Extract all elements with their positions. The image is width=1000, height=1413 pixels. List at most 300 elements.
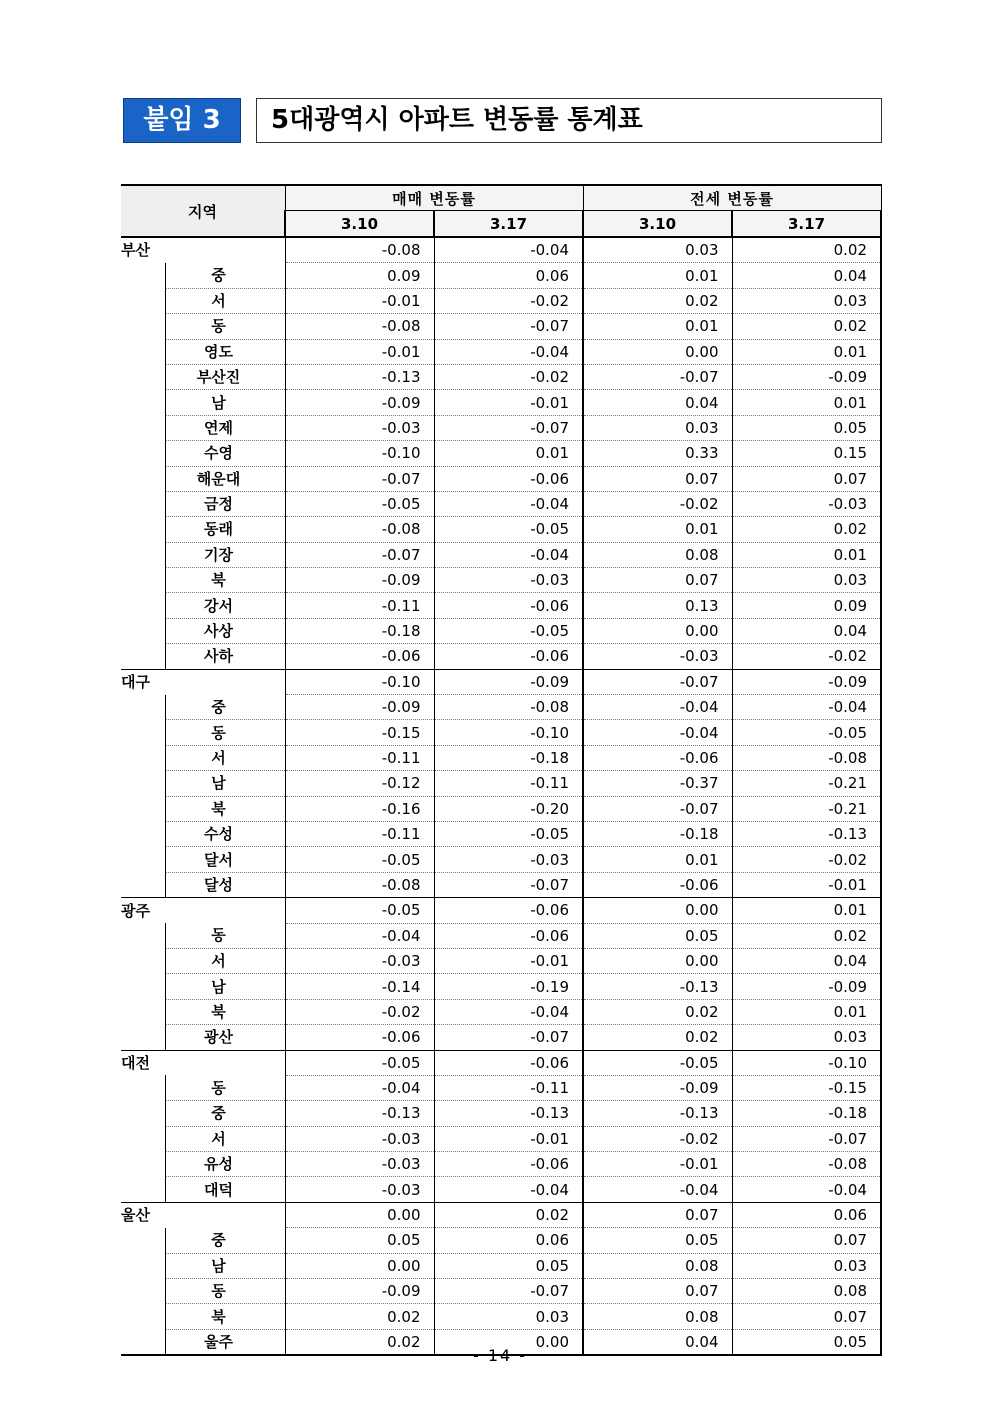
rate-cell: 0.00 — [583, 898, 732, 923]
city-row — [121, 1202, 881, 1227]
rate-cell: -0.04 — [583, 720, 732, 745]
district-name: 수영 — [165, 441, 285, 466]
rate-cell: -0.09 — [732, 364, 881, 389]
city-row — [121, 898, 881, 923]
rate-cell: 0.03 — [732, 1025, 881, 1050]
district-name: 동 — [165, 314, 285, 339]
rate-cell: -0.21 — [732, 771, 881, 796]
district-row — [121, 1025, 881, 1050]
rate-cell: 0.08 — [732, 1279, 881, 1304]
rate-cell: 0.01 — [583, 263, 732, 288]
rate-cell: -0.07 — [434, 1279, 583, 1304]
district-name: 북 — [165, 568, 285, 593]
rate-cell: 0.00 — [583, 948, 732, 973]
sale-rate-group-header: 매매 변동률 — [285, 185, 583, 211]
rate-cell: -0.20 — [434, 796, 583, 821]
indent-cell — [121, 618, 165, 643]
rate-cell: -0.06 — [583, 745, 732, 770]
indent-cell — [121, 923, 165, 948]
district-name: 금정 — [165, 491, 285, 516]
rate-cell: -0.06 — [434, 923, 583, 948]
rate-cell: 0.06 — [434, 1228, 583, 1253]
district-row — [121, 720, 881, 745]
rate-cell: -0.13 — [583, 1101, 732, 1126]
district-name: 사하 — [165, 644, 285, 669]
rate-cell: -0.01 — [434, 1126, 583, 1151]
rate-cell: -0.13 — [583, 974, 732, 999]
rate-cell: -0.12 — [285, 771, 434, 796]
rate-cell: -0.08 — [732, 1152, 881, 1177]
rate-cell: 0.33 — [583, 441, 732, 466]
rate-cell: -0.11 — [434, 1075, 583, 1100]
rate-cell: -0.06 — [434, 593, 583, 618]
rate-cell: -0.08 — [285, 872, 434, 897]
rate-cell: -0.07 — [583, 796, 732, 821]
rate-cell: -0.04 — [732, 1177, 881, 1202]
rate-cell: -0.06 — [434, 898, 583, 923]
rate-cell: -0.18 — [732, 1101, 881, 1126]
rate-cell: -0.14 — [285, 974, 434, 999]
rate-cell: -0.09 — [583, 1075, 732, 1100]
rate-cell: 0.07 — [732, 1228, 881, 1253]
indent-cell — [121, 263, 165, 288]
rate-cell: 0.07 — [732, 1304, 881, 1329]
rate-cell: -0.03 — [434, 847, 583, 872]
rate-cell: 0.03 — [732, 1253, 881, 1278]
rate-cell: 0.01 — [732, 898, 881, 923]
indent-cell — [121, 390, 165, 415]
district-row — [121, 1101, 881, 1126]
rate-cell: -0.06 — [583, 872, 732, 897]
city-name: 울산 — [121, 1202, 285, 1227]
indent-cell — [121, 745, 165, 770]
rate-cell: -0.10 — [285, 669, 434, 694]
rate-cell: -0.01 — [732, 872, 881, 897]
rate-cell: -0.05 — [732, 720, 881, 745]
rate-cell: 0.00 — [285, 1202, 434, 1227]
district-name: 동 — [165, 923, 285, 948]
district-row — [121, 542, 881, 567]
district-row — [121, 1253, 881, 1278]
rate-cell: -0.03 — [732, 491, 881, 516]
rate-cell: -0.19 — [434, 974, 583, 999]
rate-cell: -0.02 — [285, 999, 434, 1024]
rate-cell: -0.07 — [434, 872, 583, 897]
rate-cell: 0.02 — [583, 288, 732, 313]
indent-cell — [121, 847, 165, 872]
district-name: 북 — [165, 1304, 285, 1329]
rate-cell: 0.06 — [732, 1202, 881, 1227]
rate-cell: -0.01 — [583, 1152, 732, 1177]
rate-cell: 0.03 — [434, 1304, 583, 1329]
indent-cell — [121, 1152, 165, 1177]
rate-cell: -0.06 — [434, 1050, 583, 1075]
rate-cell: 0.00 — [434, 1329, 583, 1355]
rate-cell: -0.10 — [434, 720, 583, 745]
rate-cell: -0.10 — [732, 1050, 881, 1075]
indent-cell — [121, 720, 165, 745]
rate-cell: -0.04 — [434, 542, 583, 567]
district-name: 서 — [165, 1126, 285, 1151]
rate-cell: -0.03 — [285, 1126, 434, 1151]
rate-cell: 0.01 — [732, 999, 881, 1024]
district-name: 서 — [165, 288, 285, 313]
district-row — [121, 339, 881, 364]
date-header: 3.10 — [285, 211, 434, 238]
indent-cell — [121, 1304, 165, 1329]
rate-cell: -0.09 — [285, 568, 434, 593]
indent-cell — [121, 491, 165, 516]
rate-cell: 0.01 — [732, 390, 881, 415]
page-title: 5대광역시 아파트 변동률 통계표 — [256, 98, 882, 143]
rate-cell: -0.07 — [732, 1126, 881, 1151]
district-name: 서 — [165, 745, 285, 770]
district-name: 중 — [165, 1228, 285, 1253]
rate-cell: -0.16 — [285, 796, 434, 821]
indent-cell — [121, 948, 165, 973]
indent-cell — [121, 1253, 165, 1278]
district-name: 광산 — [165, 1025, 285, 1050]
rate-cell: 0.04 — [732, 618, 881, 643]
rate-cell: -0.06 — [285, 1025, 434, 1050]
rate-cell: 0.03 — [583, 415, 732, 440]
district-name: 사상 — [165, 618, 285, 643]
district-row — [121, 568, 881, 593]
district-name: 대덕 — [165, 1177, 285, 1202]
district-row — [121, 847, 881, 872]
district-row — [121, 796, 881, 821]
district-name: 중 — [165, 263, 285, 288]
city-row — [121, 1050, 881, 1075]
rate-cell: -0.02 — [732, 847, 881, 872]
rate-cell: 0.04 — [583, 390, 732, 415]
district-row — [121, 771, 881, 796]
rate-cell: -0.03 — [285, 1152, 434, 1177]
district-row — [121, 288, 881, 313]
district-name: 동래 — [165, 517, 285, 542]
rate-cell: -0.15 — [285, 720, 434, 745]
district-name: 남 — [165, 771, 285, 796]
rate-cell: -0.03 — [285, 415, 434, 440]
district-name: 강서 — [165, 593, 285, 618]
rate-cell: 0.09 — [732, 593, 881, 618]
rate-cell: -0.06 — [285, 644, 434, 669]
indent-cell — [121, 1177, 165, 1202]
rate-cell: 0.08 — [583, 1253, 732, 1278]
rate-cell: -0.09 — [732, 974, 881, 999]
rate-cell: -0.03 — [285, 948, 434, 973]
rate-cell: 0.01 — [732, 542, 881, 567]
rate-cell: -0.03 — [434, 568, 583, 593]
rate-cell: 0.04 — [732, 948, 881, 973]
district-name: 남 — [165, 974, 285, 999]
district-name: 서 — [165, 948, 285, 973]
district-row — [121, 1075, 881, 1100]
rate-cell: 0.05 — [732, 1329, 881, 1355]
rate-cell: -0.07 — [434, 1025, 583, 1050]
city-name: 대전 — [121, 1050, 285, 1075]
district-name: 북 — [165, 796, 285, 821]
district-name: 동 — [165, 720, 285, 745]
rate-cell: 0.05 — [285, 1228, 434, 1253]
district-name: 해운대 — [165, 466, 285, 491]
rate-cell: -0.08 — [285, 237, 434, 263]
date-header: 3.17 — [732, 211, 881, 238]
district-row — [121, 923, 881, 948]
rate-cell: 0.06 — [434, 263, 583, 288]
rate-cell: -0.13 — [732, 821, 881, 846]
district-name: 동 — [165, 1279, 285, 1304]
rate-cell: -0.01 — [285, 288, 434, 313]
rate-cell: -0.18 — [285, 618, 434, 643]
rate-cell: -0.18 — [434, 745, 583, 770]
rate-cell: -0.13 — [285, 364, 434, 389]
indent-cell — [121, 415, 165, 440]
rate-cell: -0.06 — [434, 1152, 583, 1177]
district-row — [121, 593, 881, 618]
district-name: 울주 — [165, 1329, 285, 1355]
rate-cell: -0.07 — [285, 466, 434, 491]
city-row — [121, 237, 881, 263]
district-name: 중 — [165, 695, 285, 720]
rate-cell: -0.04 — [285, 923, 434, 948]
rate-cell: 0.02 — [583, 1025, 732, 1050]
district-name: 남 — [165, 1253, 285, 1278]
district-row — [121, 1177, 881, 1202]
rate-cell: 0.02 — [285, 1329, 434, 1355]
district-name: 동 — [165, 1075, 285, 1100]
district-row — [121, 872, 881, 897]
city-row — [121, 669, 881, 694]
district-name: 남 — [165, 390, 285, 415]
city-name: 광주 — [121, 898, 285, 923]
indent-cell — [121, 339, 165, 364]
rate-cell: -0.15 — [732, 1075, 881, 1100]
rate-cell: 0.01 — [434, 441, 583, 466]
district-row — [121, 618, 881, 643]
rate-cell: -0.04 — [434, 339, 583, 364]
indent-cell — [121, 517, 165, 542]
rate-cell: 0.03 — [732, 568, 881, 593]
rate-cell: -0.18 — [583, 821, 732, 846]
rate-cell: -0.05 — [285, 1050, 434, 1075]
rate-cell: 0.00 — [583, 339, 732, 364]
rate-cell: -0.02 — [583, 1126, 732, 1151]
rate-cell: -0.07 — [583, 364, 732, 389]
indent-cell — [121, 568, 165, 593]
rate-cell: 0.15 — [732, 441, 881, 466]
district-row — [121, 999, 881, 1024]
rate-cell: -0.09 — [285, 695, 434, 720]
rate-cell: -0.01 — [434, 948, 583, 973]
rate-cell: 0.04 — [583, 1329, 732, 1355]
rate-cell: -0.04 — [434, 237, 583, 263]
indent-cell — [121, 872, 165, 897]
rate-cell: 0.05 — [583, 1228, 732, 1253]
district-name: 수성 — [165, 821, 285, 846]
rate-cell: 0.00 — [583, 618, 732, 643]
rate-cell: -0.08 — [732, 745, 881, 770]
district-row — [121, 695, 881, 720]
rate-cell: -0.09 — [434, 669, 583, 694]
rate-cell: 0.05 — [434, 1253, 583, 1278]
rate-cell: -0.02 — [434, 364, 583, 389]
indent-cell — [121, 466, 165, 491]
district-name: 달서 — [165, 847, 285, 872]
district-row — [121, 948, 881, 973]
indent-cell — [121, 1075, 165, 1100]
rate-cell: -0.07 — [583, 669, 732, 694]
page-number: - 14 - — [472, 1346, 528, 1365]
rate-cell: 0.05 — [732, 415, 881, 440]
city-name: 대구 — [121, 669, 285, 694]
jeonse-rate-group-header: 전세 변동률 — [583, 185, 881, 211]
date-header: 3.10 — [583, 211, 732, 238]
rate-cell: 0.13 — [583, 593, 732, 618]
rate-cell: -0.37 — [583, 771, 732, 796]
indent-cell — [121, 695, 165, 720]
indent-cell — [121, 441, 165, 466]
rate-cell: -0.21 — [732, 796, 881, 821]
rate-cell: 0.03 — [732, 288, 881, 313]
rate-cell: -0.11 — [434, 771, 583, 796]
rate-cell: 0.01 — [583, 517, 732, 542]
region-header: 지역 — [121, 185, 285, 237]
district-name: 연제 — [165, 415, 285, 440]
district-row — [121, 745, 881, 770]
rate-cell: 0.08 — [583, 542, 732, 567]
indent-cell — [121, 288, 165, 313]
district-name: 달성 — [165, 872, 285, 897]
rate-cell: -0.09 — [285, 390, 434, 415]
indent-cell — [121, 364, 165, 389]
rate-cell: -0.03 — [285, 1177, 434, 1202]
rate-cell: -0.04 — [732, 695, 881, 720]
rate-cell: -0.07 — [285, 542, 434, 567]
rate-cell: 0.02 — [285, 1304, 434, 1329]
rate-cell: 0.04 — [732, 263, 881, 288]
district-row — [121, 644, 881, 669]
district-row — [121, 821, 881, 846]
rate-cell: 0.01 — [583, 314, 732, 339]
indent-cell — [121, 974, 165, 999]
rate-cell: -0.09 — [732, 669, 881, 694]
rate-cell: -0.01 — [285, 339, 434, 364]
rate-cell: -0.06 — [434, 644, 583, 669]
district-name: 기장 — [165, 542, 285, 567]
rate-cell: -0.02 — [434, 288, 583, 313]
district-row — [121, 1152, 881, 1177]
rate-cell: -0.02 — [732, 644, 881, 669]
rate-cell: 0.01 — [732, 339, 881, 364]
rate-cell: -0.05 — [583, 1050, 732, 1075]
district-row — [121, 1279, 881, 1304]
district-row — [121, 466, 881, 491]
city-name: 부산 — [121, 237, 285, 263]
district-row — [121, 390, 881, 415]
district-row — [121, 1228, 881, 1253]
rate-cell: -0.03 — [583, 644, 732, 669]
district-row — [121, 517, 881, 542]
rate-cell: -0.04 — [434, 999, 583, 1024]
rate-cell: -0.05 — [285, 898, 434, 923]
rate-cell: 0.02 — [732, 517, 881, 542]
rate-cell: -0.06 — [434, 466, 583, 491]
rate-cell: -0.02 — [583, 491, 732, 516]
rate-cell: 0.07 — [732, 466, 881, 491]
rate-cell: -0.11 — [285, 821, 434, 846]
rate-cell: 0.02 — [583, 999, 732, 1024]
date-header: 3.17 — [434, 211, 583, 238]
indent-cell — [121, 1228, 165, 1253]
indent-cell — [121, 1025, 165, 1050]
indent-cell — [121, 1126, 165, 1151]
rate-cell: -0.04 — [285, 1075, 434, 1100]
district-name: 중 — [165, 1101, 285, 1126]
district-row — [121, 1304, 881, 1329]
rate-cell: -0.05 — [285, 491, 434, 516]
rate-cell: -0.05 — [434, 821, 583, 846]
district-row — [121, 364, 881, 389]
district-name: 부산진 — [165, 364, 285, 389]
indent-cell — [121, 314, 165, 339]
attachment-badge: 붙임 3 — [123, 98, 241, 143]
rate-cell: -0.05 — [285, 847, 434, 872]
indent-cell — [121, 1279, 165, 1304]
rate-cell: -0.08 — [285, 517, 434, 542]
district-name: 영도 — [165, 339, 285, 364]
rate-cell: -0.07 — [434, 415, 583, 440]
rate-cell: 0.07 — [583, 1202, 732, 1227]
rate-cell: 0.03 — [583, 237, 732, 263]
rate-cell: 0.07 — [583, 1279, 732, 1304]
rate-cell: 0.07 — [583, 568, 732, 593]
indent-cell — [121, 1101, 165, 1126]
rate-cell: -0.09 — [285, 1279, 434, 1304]
indent-cell — [121, 593, 165, 618]
rate-cell: -0.13 — [285, 1101, 434, 1126]
rate-cell: 0.00 — [285, 1253, 434, 1278]
indent-cell — [121, 796, 165, 821]
rate-cell: 0.09 — [285, 263, 434, 288]
rate-cell: -0.10 — [285, 441, 434, 466]
rate-cell: -0.04 — [434, 491, 583, 516]
district-name: 유성 — [165, 1152, 285, 1177]
rate-cell: -0.08 — [285, 314, 434, 339]
district-row — [121, 415, 881, 440]
district-name: 북 — [165, 999, 285, 1024]
district-row — [121, 491, 881, 516]
indent-cell — [121, 644, 165, 669]
rate-cell: 0.01 — [583, 847, 732, 872]
rate-cell: -0.08 — [434, 695, 583, 720]
rate-cell: -0.05 — [434, 618, 583, 643]
rate-cell: -0.04 — [434, 1177, 583, 1202]
rate-cell: -0.13 — [434, 1101, 583, 1126]
apartment-change-rate-table — [121, 184, 882, 1356]
rate-cell: -0.05 — [434, 517, 583, 542]
district-row — [121, 314, 881, 339]
district-row — [121, 1126, 881, 1151]
indent-cell — [121, 771, 165, 796]
rate-cell: -0.07 — [434, 314, 583, 339]
rate-cell: 0.02 — [732, 314, 881, 339]
rate-cell: 0.08 — [583, 1304, 732, 1329]
rate-cell: -0.11 — [285, 593, 434, 618]
rate-cell: -0.04 — [583, 1177, 732, 1202]
district-row — [121, 974, 881, 999]
rate-cell: 0.02 — [434, 1202, 583, 1227]
